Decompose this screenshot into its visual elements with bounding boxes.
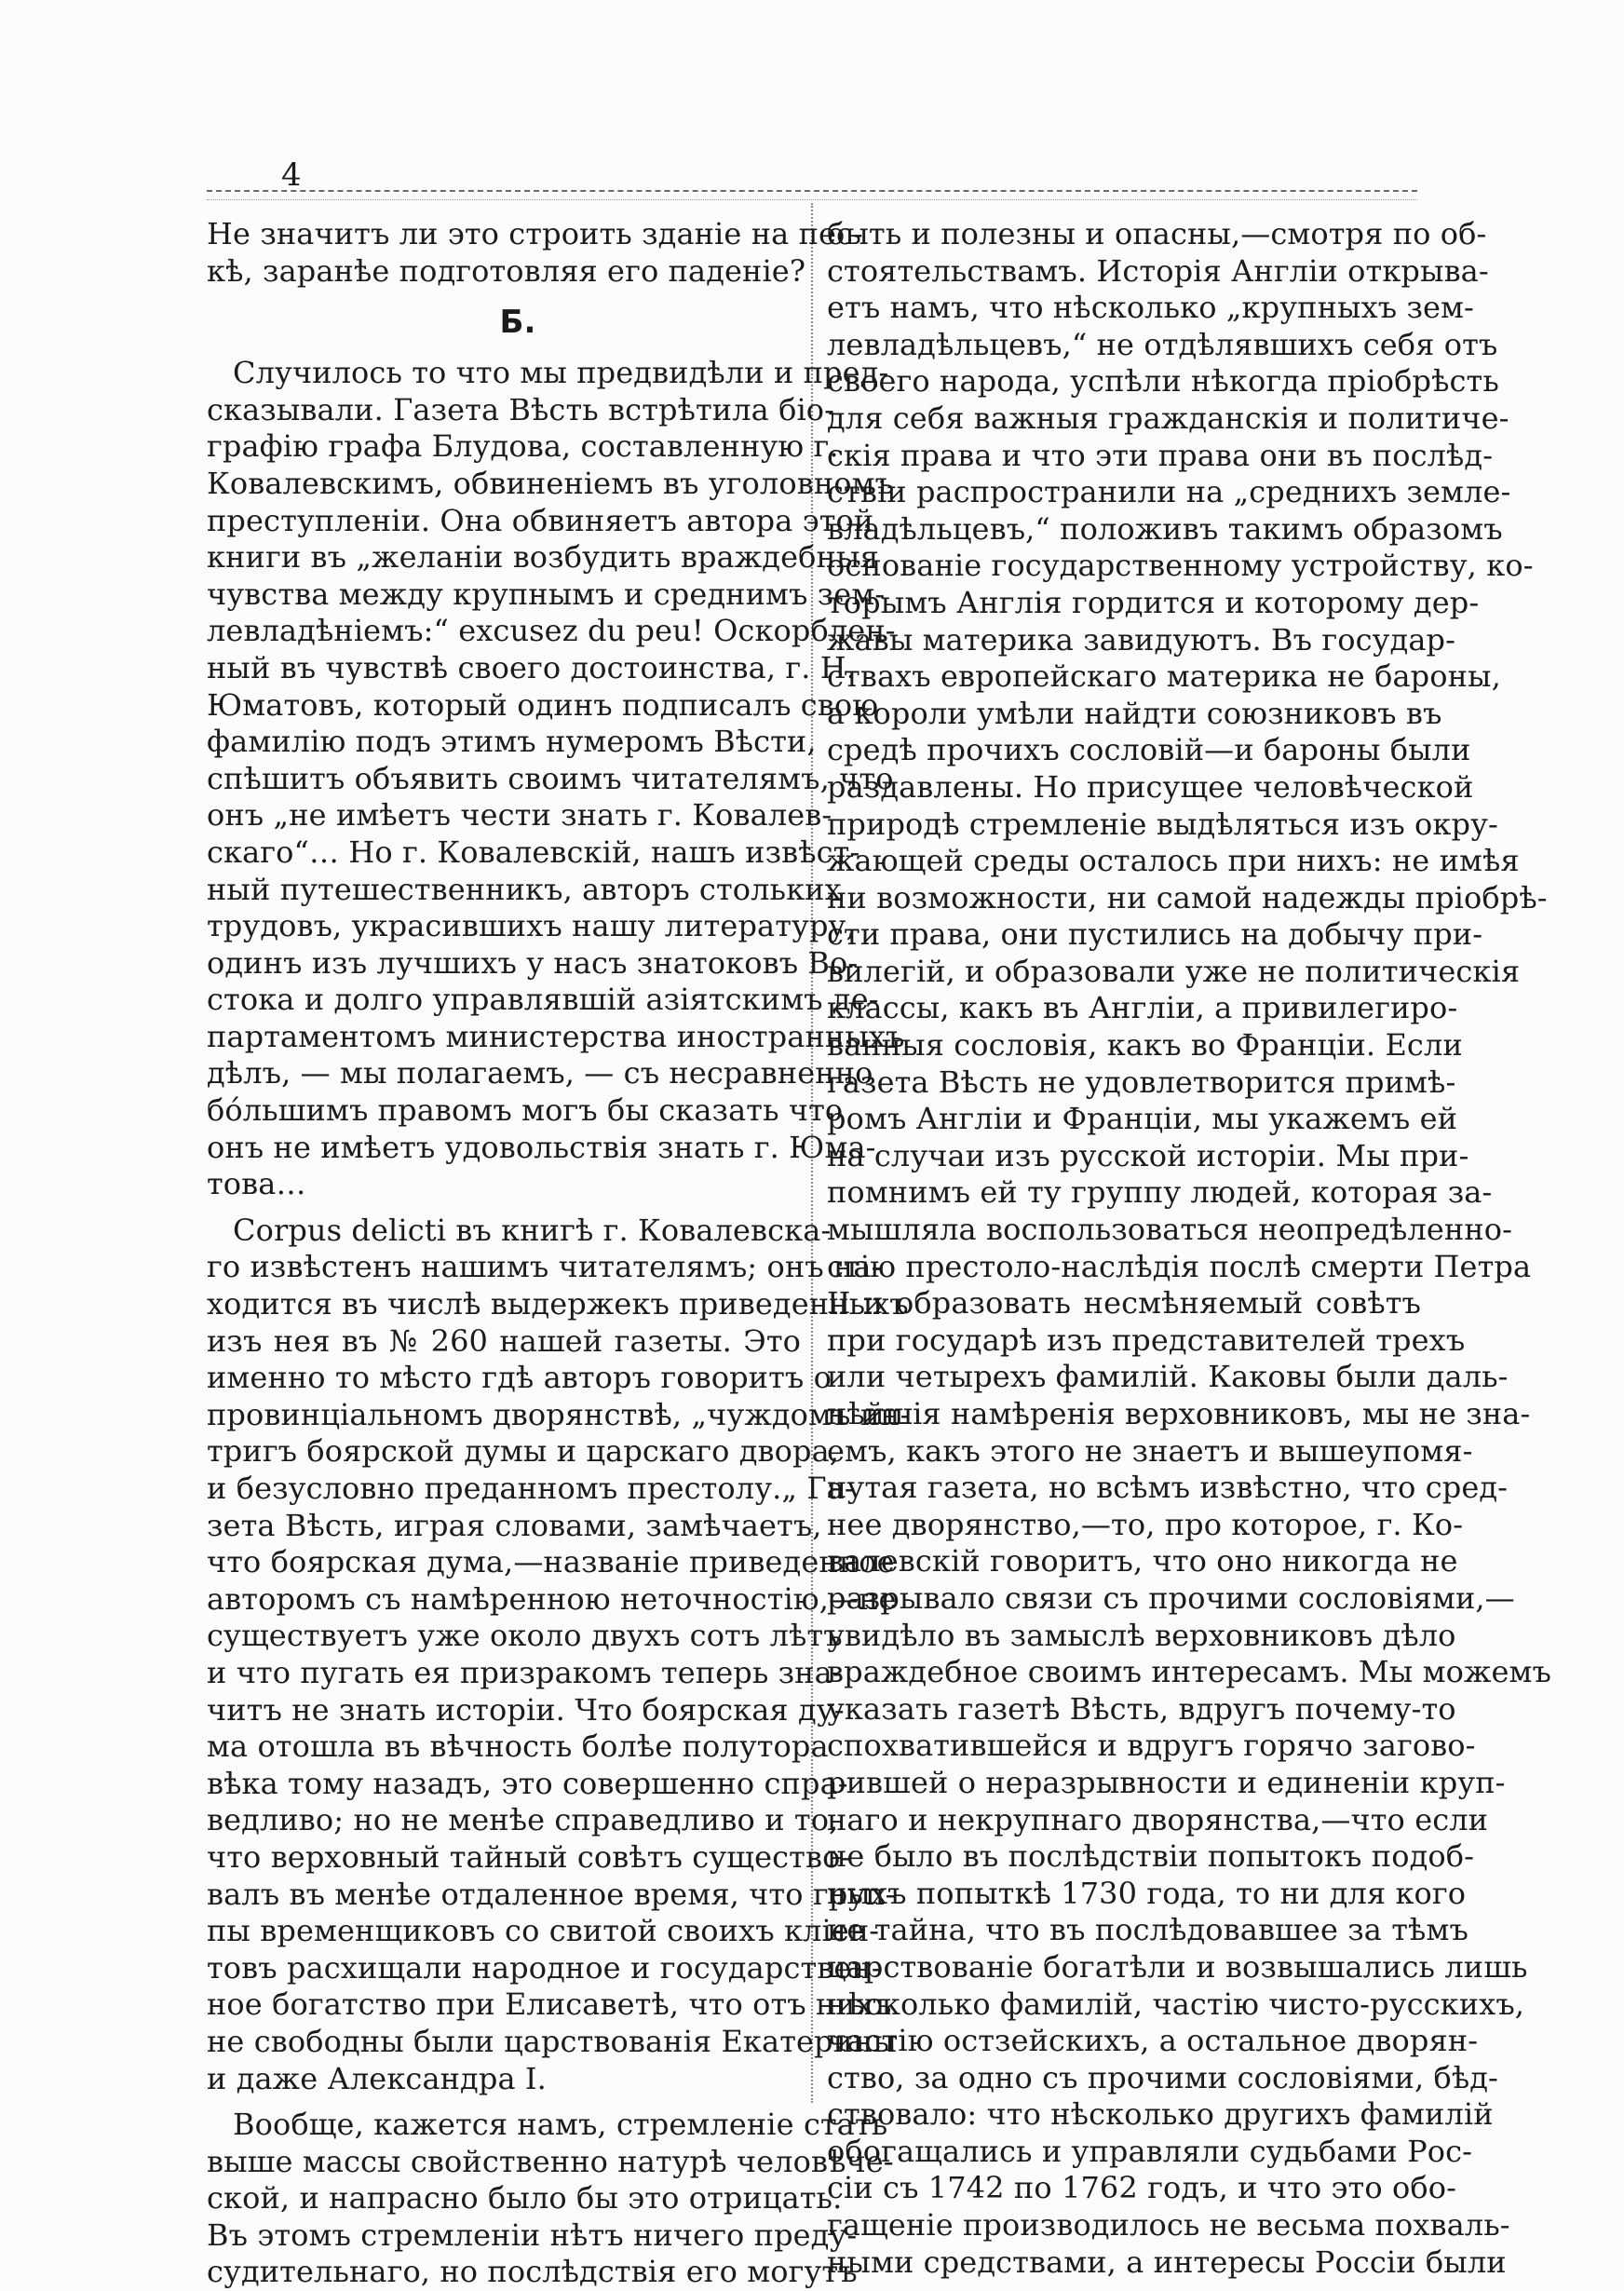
text-line: ствахъ европейскаго материка не бароны, <box>827 658 1501 695</box>
text-line: сіи съ 1742 по 1762 годъ, и что это обо- <box>827 2170 1456 2206</box>
text-line: жающей среды осталось при нихъ: не имѣя <box>827 843 1520 879</box>
text-line: левладѣніемъ:“ excusez du peu! Оскорблен- <box>207 613 896 649</box>
text-line: одинъ изъ лучшихъ у насъ знатоковъ Во- <box>207 944 859 981</box>
text-line: и что пугать ея призракомъ теперь зна- <box>207 1654 843 1690</box>
text-line: читъ не знать исторіи. Что боярская ду- <box>207 1691 845 1728</box>
text-line: авторомъ съ намѣренною неточностію,—не <box>207 1580 897 1617</box>
text-line: и безусловно преданномъ престолу.„ Га- <box>207 1471 855 1506</box>
text-line: ный въ чувствѣ своего достоинства, г. Н. <box>207 649 857 685</box>
text-line: Не значитъ ли это строить зданіе на пес- <box>207 216 863 251</box>
text-line: жавы материка завидуютъ. Въ государ- <box>827 621 1456 657</box>
text-line: а короли умѣли найдти союзниковъ въ <box>827 695 1442 731</box>
text-line: сказывали. Газета Вѣсть встрѣтила біо- <box>207 391 835 427</box>
text-line: ствовало: что нѣсколько другихъ фамилій <box>827 2096 1494 2133</box>
text-line: газета Вѣсть не удовлетворится примѣ- <box>827 1064 1456 1100</box>
text-line: нѣйшія намѣренія верховниковъ, мы не зна- <box>827 1396 1531 1431</box>
text-line: ма отошла въ вѣчность болѣе полутора <box>207 1728 829 1765</box>
text-line: Случилось то что мы предвидѣли и пред- <box>233 355 889 391</box>
text-line: стію престоло-наслѣдія послѣ смерти Петра <box>827 1248 1532 1284</box>
text-line: ской, и напрасно было бы это отрицать. <box>207 2180 843 2216</box>
text-line: выше массы свойственно натурѣ человѣче- <box>207 2143 894 2179</box>
text-line: преступленіи. Она обвиняетъ автора этой <box>207 502 874 538</box>
text-line: природѣ стремленіе выдѣляться изъ окру- <box>827 806 1498 842</box>
text-line: раздавлены. Но присущее человѣческой <box>827 768 1474 805</box>
text-line: ни возможности, ни самой надежды пріобрѣ- <box>827 879 1548 915</box>
text-line: Вообще, кажется намъ, стремленіе стать <box>233 2107 888 2143</box>
text-line: вѣка тому назадъ, это совершенно спра- <box>207 1765 848 1801</box>
text-line: ное богатство при Елисаветѣ, что отъ нихъ <box>207 1986 892 2023</box>
text-line: фамилію подъ этимъ нумеромъ Вѣсти, <box>207 724 817 760</box>
text-line: зета Вѣсть, играя словами, замѣчаетъ, <box>207 1507 822 1543</box>
text-line: ромъ Англіи и Франціи, мы укажемъ ей <box>827 1101 1458 1137</box>
text-line: ными средствами, а интересы Россіи были <box>827 2244 1507 2280</box>
text-line: Въ этомъ стремленіи нѣтъ ничего преду- <box>207 2216 858 2253</box>
text-line: ведливо; но не менѣе справедливо и то, <box>207 1802 839 1838</box>
text-line: не было въ послѣдствіи попытокъ подоб- <box>827 1838 1475 1875</box>
header-rule <box>207 190 1417 200</box>
text-line: стоятельствамъ. Исторія Англіи открыва- <box>827 252 1489 289</box>
text-line: изъ нея въ № 260 нашей газеты. Это <box>207 1322 801 1359</box>
text-line: нее дворянство,—то, про которое, г. Ко- <box>827 1506 1464 1542</box>
right-column <box>827 216 1551 2281</box>
text-line: нѣсколько фамилій, частію чисто-русскихъ, <box>827 1986 1525 2022</box>
text-line: спохватившейся и вдругъ горячо загово- <box>827 1728 1476 1764</box>
text-line: вилегій, и образовали уже не политическія <box>827 953 1521 989</box>
text-line: и даже Александра I. <box>207 2060 547 2096</box>
text-line: валевскій говоритъ, что оно никогда не <box>827 1543 1458 1579</box>
paragraph-spacer <box>207 1203 801 1213</box>
text-line: II и образовать несмѣняемый совѣтъ <box>827 1285 1421 1322</box>
text-line: кѣ, заранѣе подготовляя его паденіе? <box>207 252 806 289</box>
text-line: обогащались и управляли судьбами Рос- <box>827 2133 1473 2169</box>
text-line: графію графа Блудова, составленную г. <box>207 428 839 465</box>
text-line: дѣлъ, — мы полагаемъ, — съ несравненно <box>207 1055 873 1091</box>
text-line: скія права и что эти права они въ послѣд- <box>827 437 1494 473</box>
text-line: емъ, какъ этого не знаетъ и вышеупомя- <box>827 1432 1473 1469</box>
text-line: что боярская дума,—названіе приведенное <box>207 1544 895 1580</box>
text-line: стока и долго управлявшій азіятскимъ де- <box>207 982 879 1018</box>
text-line: именно то мѣсто гдѣ авторъ говоритъ о <box>207 1360 832 1396</box>
page-number: 4 <box>281 156 302 194</box>
text-line: онъ не имѣетъ удовольствія знать г. Юма- <box>207 1129 876 1165</box>
text-line: владѣльцевъ,“ положивъ такимъ образомъ <box>827 510 1503 547</box>
text-line: разрывало связи съ прочими сословіями,— <box>827 1579 1515 1616</box>
text-line: судительнаго, но послѣдствія его могутъ <box>207 2254 858 2290</box>
text-line: частію остзейскихъ, а остальное дворян- <box>827 2023 1479 2059</box>
text-line: своего народа, успѣли нѣкогда пріобрѣсть <box>827 363 1499 400</box>
text-line: мышляла воспользоваться неопредѣленно- <box>827 1212 1513 1248</box>
text-line: ходится въ числѣ выдержекъ приведенныхъ <box>207 1286 909 1322</box>
text-line: книги въ „желаніи возбудить враждебныя <box>207 539 879 576</box>
text-line: основаніе государственному устройству, ко- <box>827 548 1534 584</box>
text-line: ный путешественникъ, авторъ стольких <box>207 871 842 907</box>
text-line: нутая газета, но всѣмъ извѣстно, что сред- <box>827 1470 1509 1506</box>
text-line: провинціальномъ дворянствѣ, „чуждомъ ин- <box>207 1396 911 1432</box>
text-line: бóльшимъ правомъ могъ бы сказать что <box>207 1092 844 1129</box>
text-line: при государѣ изъ представителей трехъ <box>827 1322 1466 1358</box>
text-line: увидѣло въ замыслѣ верховниковъ дѣло <box>827 1617 1456 1653</box>
text-line: указать газетѣ Вѣсть, вдругъ почему-то <box>827 1690 1456 1727</box>
text-line: Corpus delicti въ книгѣ г. Ковалевска- <box>233 1212 832 1248</box>
text-line: това… <box>207 1166 306 1202</box>
text-line: классы, какъ въ Англіи, а привилегиро- <box>827 990 1458 1026</box>
text-line: Ковалевскимъ, обвиненіемъ въ уголовномъ <box>207 465 895 501</box>
section-heading: Б. <box>499 304 536 342</box>
text-line: быть и полезны и опасны,—смотря по об- <box>827 216 1487 251</box>
text-line: средѣ прочихъ сословій—и бароны были <box>827 732 1471 768</box>
text-line: помнимъ ей ту группу людей, которая за- <box>827 1174 1493 1211</box>
text-line: враждебное своимъ интересамъ. Мы можемъ <box>827 1654 1551 1690</box>
text-line: скаго“… Но г. Ковалевскій, нашъ извѣст- <box>207 834 860 870</box>
text-line: ванныя сословія, какъ во Франціи. Если <box>827 1027 1463 1064</box>
text-line: Юматовъ, который одинъ подписалъ свою <box>207 686 879 723</box>
text-line: онъ „не имѣетъ чести знать г. Ковалев- <box>207 797 832 834</box>
text-line: для себя важныя гражданскія и политиче- <box>827 400 1509 436</box>
text-line: ныхъ попыткѣ 1730 года, то ни для кого <box>827 1875 1467 1911</box>
text-line: не свободны были царствованія Екатерины <box>207 2023 898 2059</box>
text-line: или четырехъ фамилій. Каковы были даль- <box>827 1359 1509 1395</box>
text-line: чувства между крупнымъ и среднимъ зем- <box>207 576 886 612</box>
left-column <box>207 216 911 2291</box>
text-line: рившей о неразрывности и единеніи круп- <box>827 1764 1506 1800</box>
paragraph-spacer <box>207 2097 801 2107</box>
text-line: что верховный тайный совѣтъ существо- <box>207 1838 851 1875</box>
text-line: наго и некрупнаго дворянства,—что если <box>827 1801 1489 1837</box>
text-line: левладѣльцевъ,“ не отдѣлявшихъ себя отъ <box>827 326 1498 362</box>
text-line: го извѣстенъ нашимъ читателямъ; онъ на- <box>207 1249 882 1285</box>
text-line: не тайна, что въ послѣдовавшее за тѣмъ <box>827 1912 1468 1948</box>
text-line: спѣшитъ объявить своимъ читателямъ, что <box>207 760 894 796</box>
text-line: тригъ боярской думы и царскаго двора, <box>207 1433 840 1470</box>
text-line: сти права, они пустились на добычу при- <box>827 916 1483 953</box>
text-line: торымъ Англія гордится и которому дер- <box>827 584 1480 620</box>
text-line: на случаи изъ русской исторіи. Мы при- <box>827 1137 1469 1173</box>
text-line: трудовъ, украсившихъ нашу литературу, <box>207 908 856 944</box>
text-line: партаментомъ министерства иностранныхъ <box>207 1018 905 1054</box>
text-line: гащеніе производилось не весьма похваль- <box>827 2207 1510 2244</box>
text-line: ствіи распространили на „среднихъ земле- <box>827 474 1511 510</box>
text-line: существуетъ уже около двухъ сотъ лѣтъ <box>207 1618 843 1654</box>
text-line: товъ расхищали народное и государствен- <box>207 1949 882 1986</box>
text-line: ство, за одно съ прочими сословіями, бѣд- <box>827 2059 1498 2095</box>
text-line: валъ въ менѣе отдаленное время, что груп- <box>207 1876 896 1912</box>
text-line: етъ намъ, что нѣсколько „крупныхъ зем- <box>827 290 1474 326</box>
text-line: пы временщиковъ со свитой своихъ кліен- <box>207 1913 880 1949</box>
text-line: царствованіе богатѣли и возвышались лишь <box>827 1948 1528 1985</box>
